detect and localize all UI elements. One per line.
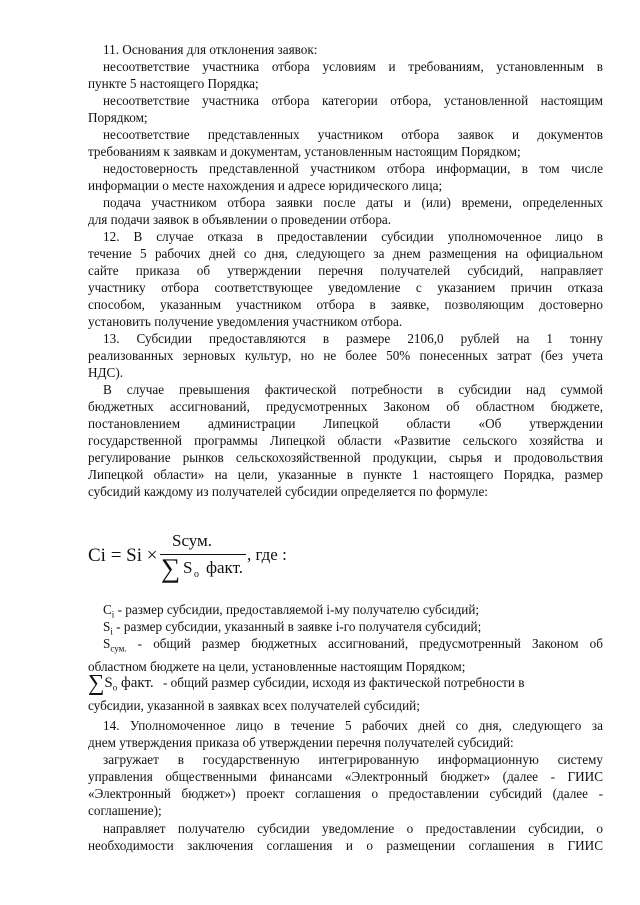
text-line: 14. Уполномоченное лицо в течение 5 рабочих дней со дня, следующего за bbox=[103, 718, 603, 733]
text-line: Порядком; bbox=[88, 110, 148, 125]
text-line: участнику отбора соответствующее уведомление с указанием причин отказа bbox=[88, 280, 603, 295]
text-line: подача участником отбора заявки после даты и (или) времени, определенных bbox=[103, 195, 603, 210]
text-line: субсидии, указанной в заявках всех получателей субсидий; bbox=[88, 697, 420, 713]
paragraph-13 bbox=[88, 330, 603, 381]
text-line: установить получение уведомления участником отбора. bbox=[88, 314, 403, 329]
formula-denominator-sub: o bbox=[194, 569, 199, 580]
text-line: соглашение); bbox=[88, 803, 162, 818]
text-line: течение 5 рабочих дней со дня, следующего за днем размещения на официальном bbox=[88, 246, 603, 261]
paragraph bbox=[88, 92, 603, 126]
text-line: несоответствие представленных участником отбора заявок и документов bbox=[103, 127, 603, 142]
formula-tail: , где : bbox=[247, 545, 287, 564]
paragraph bbox=[88, 126, 603, 160]
text-line: 11. Основания для отклонения заявок: bbox=[103, 42, 318, 57]
text-line: 12. В случае отказа в предоставлении субсидии уполномоченное лицо в bbox=[103, 229, 603, 244]
text-line: Липецкой области» на цели, указанные в пункте 1 настоящего Порядка, размер bbox=[88, 467, 603, 482]
text-line: информации о месте нахождения и адресе юридического лица; bbox=[88, 178, 443, 193]
symbol: S bbox=[103, 636, 111, 651]
text-line: постановлением администрации Липецкой области «Об утверждении bbox=[88, 416, 603, 431]
paragraph-12 bbox=[88, 228, 603, 330]
text-line: недостоверность представленной участником отбора информации, в том числе bbox=[103, 161, 603, 176]
text-line: «Электронный бюджет») проект соглашения о предоставлении субсидий (далее - bbox=[88, 786, 603, 801]
definition-text: - общий размер бюджетных ассигнований, предусмотренный Законом об bbox=[126, 636, 603, 651]
paragraph bbox=[88, 194, 603, 228]
text-line: НДС). bbox=[88, 365, 124, 380]
text-line: несоответствие участника отбора условиям и требованиям, установленным в bbox=[103, 59, 603, 74]
text-line: бюджетных ассигнований, предусмотренных Законом об областном бюджете, bbox=[88, 399, 603, 414]
definition-text: - общий размер субсидии, исходя из фактической потребности в bbox=[159, 675, 525, 690]
text-line: 13. Субсидии предоставляются в размере 2106,0 рублей на 1 тонну bbox=[103, 331, 603, 346]
formula-denominator-s: S bbox=[183, 558, 193, 577]
symbol-subscript: i bbox=[110, 626, 113, 637]
text-line: необходимости заключения соглашения и о размещении соглашения в ГИИС bbox=[88, 838, 603, 853]
paragraph bbox=[88, 160, 603, 194]
text-line: регулирование рынков сельскохозяйственной продукции, сырья и продовольствия bbox=[88, 450, 603, 465]
symbol: S bbox=[103, 619, 111, 634]
definition-line bbox=[88, 635, 603, 658]
paragraph bbox=[88, 751, 603, 819]
sigma-symbol: ∑ bbox=[88, 670, 105, 695]
symbol: C bbox=[103, 602, 112, 617]
text-line: сайте приказа об утверждении перечня получателей субсидий, направляет bbox=[88, 263, 603, 278]
formula-numerator: Sсум. bbox=[172, 531, 213, 550]
text-line: В случае превышения фактической потребности в субсидии над суммой bbox=[103, 382, 603, 397]
text-line: управления общественными финансами «Электронный бюджет» (далее - ГИИС bbox=[88, 769, 603, 784]
symbol-subscript: i bbox=[111, 609, 115, 620]
formula-denominator-rest: факт. bbox=[206, 558, 243, 577]
text-line: днем утверждения приказа об утверждении перечня получателей субсидий: bbox=[88, 735, 514, 750]
paragraph-11-title bbox=[88, 41, 603, 58]
text-line: способом, указанным участником отбора в заявке, позволяющим достоверно bbox=[88, 297, 603, 312]
text-line: требованиям к заявкам и документам, установленным настоящим Порядком; bbox=[88, 144, 521, 159]
text-line: направляет получателю субсидии уведомление о предоставлении субсидии, о bbox=[103, 821, 603, 836]
definition-sum-fact bbox=[88, 670, 603, 714]
text-line: загружает в государственную интегрированную информационную систему bbox=[103, 752, 603, 767]
paragraph bbox=[88, 58, 603, 92]
symbol: S bbox=[104, 675, 113, 691]
text-line: пункте 5 настоящего Порядка; bbox=[88, 76, 259, 91]
definition-text: - размер субсидии, указанный в заявке i-го получателя субсидий; bbox=[112, 619, 482, 634]
paragraph bbox=[88, 381, 603, 500]
text-line: несоответствие участника отбора категории отбора, установленной настоящим bbox=[103, 93, 603, 108]
definition-text: - размер субсидии, предоставляемой i-му получателю субсидий; bbox=[114, 602, 480, 617]
text-line: государственной программы Липецкой области «Развитие сельского хозяйства и bbox=[88, 433, 603, 448]
text-line: субсидий каждому из получателей субсидии определяется по формуле: bbox=[88, 484, 488, 499]
definition-ssum bbox=[88, 635, 603, 675]
symbol-rest: факт. bbox=[117, 675, 154, 691]
text-line: областном бюджете на цели, установленные настоящим Порядком; bbox=[88, 658, 466, 674]
symbol-subscript: o bbox=[112, 682, 118, 693]
text-line: для подачи заявок в объявлении о проведении отбора. bbox=[88, 212, 392, 227]
formula-lhs: Ci = Si × bbox=[88, 545, 158, 566]
text-line: реализованных зерновых культур, но не более 50% понесенных затрат (без учета bbox=[88, 348, 603, 363]
paragraph-14 bbox=[88, 717, 603, 751]
sigma-symbol: ∑ bbox=[161, 553, 181, 583]
paragraph bbox=[88, 820, 603, 854]
symbol-subscript: сум. bbox=[110, 643, 127, 654]
definition-line bbox=[88, 670, 603, 697]
subsidy-formula bbox=[88, 533, 603, 589]
